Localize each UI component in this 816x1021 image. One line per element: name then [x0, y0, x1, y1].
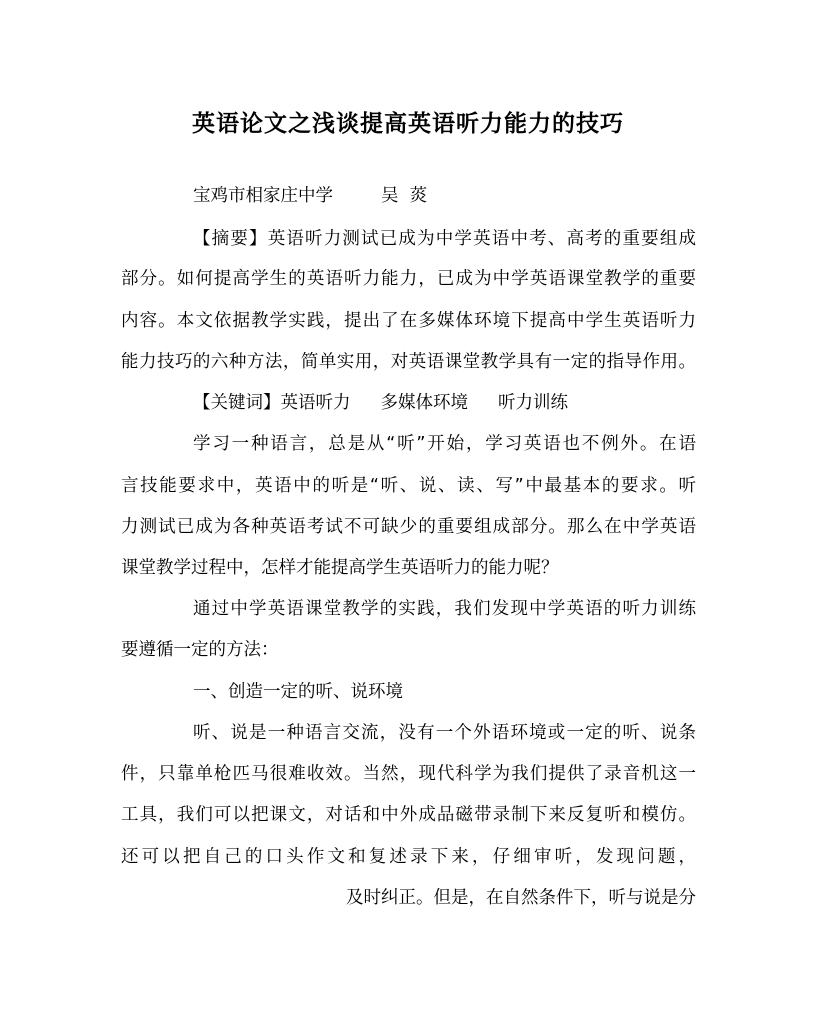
keywords-label: 【关键词】 [193, 393, 281, 413]
document-title: 英语论文之浅谈提高英语听力能力的技巧 [192, 110, 624, 137]
paragraph-line: 学习一种语言，总是从“听”开始，学习英语也不例外。在语 [193, 434, 696, 454]
paragraph-line: 及时纠正。但是，在自然条件下，听与说是分 [346, 888, 696, 908]
section-heading: 一、创造一定的听、说环境 [193, 682, 403, 702]
paragraph-line: 还可以把自己的口头作文和复述录下来，仔细审听，发现问题， [121, 847, 696, 867]
paragraph-line: 要遵循一定的方法： [121, 640, 279, 660]
keyword: 英语听力 [280, 393, 351, 413]
keyword: 听力训练 [498, 393, 568, 413]
author-name: 吴 菼 [381, 186, 428, 206]
abstract-line: 部分。如何提高学生的英语听力能力，已成为中学英语课堂教学的重要 [121, 269, 696, 289]
paragraph-line: 力测试已成为各种英语考试不可缺少的重要组成部分。那么在中学英语 [121, 517, 696, 537]
abstract-line: 能力技巧的六种方法，简单实用，对英语课堂教学具有一定的指导作用。 [121, 352, 696, 372]
paragraph-line: 言技能要求中，英语中的听是“听、说、读、写”中最基本的要求。听 [121, 476, 696, 496]
paragraph-line: 件，只靠单枪匹马很难收效。当然，现代科学为我们提供了录音机这一 [121, 764, 696, 784]
abstract-line: 内容。本文依据教学实践，提出了在多媒体环境下提高中学生英语听力 [121, 311, 696, 331]
author-school: 宝鸡市相家庄中学 [193, 186, 333, 206]
author-line [193, 184, 427, 208]
paragraph-line: 通过中学英语课堂教学的实践，我们发现中学英语的听力训练 [193, 599, 696, 619]
paragraph-line: 工具，我们可以把课文，对话和中外成品磁带录制下来反复听和模仿。 [121, 805, 696, 825]
abstract-line: 【摘要】英语听力测试已成为中学英语中考、高考的重要组成 [193, 229, 696, 249]
paragraph-line: 课堂教学过程中，怎样才能提高学生英语听力的能力呢？ [121, 558, 559, 578]
paragraph-line: 听、说是一种语言交流，没有一个外语环境或一定的听、说条 [193, 723, 696, 743]
keywords-line [193, 391, 568, 415]
keyword: 多媒体环境 [380, 393, 468, 413]
